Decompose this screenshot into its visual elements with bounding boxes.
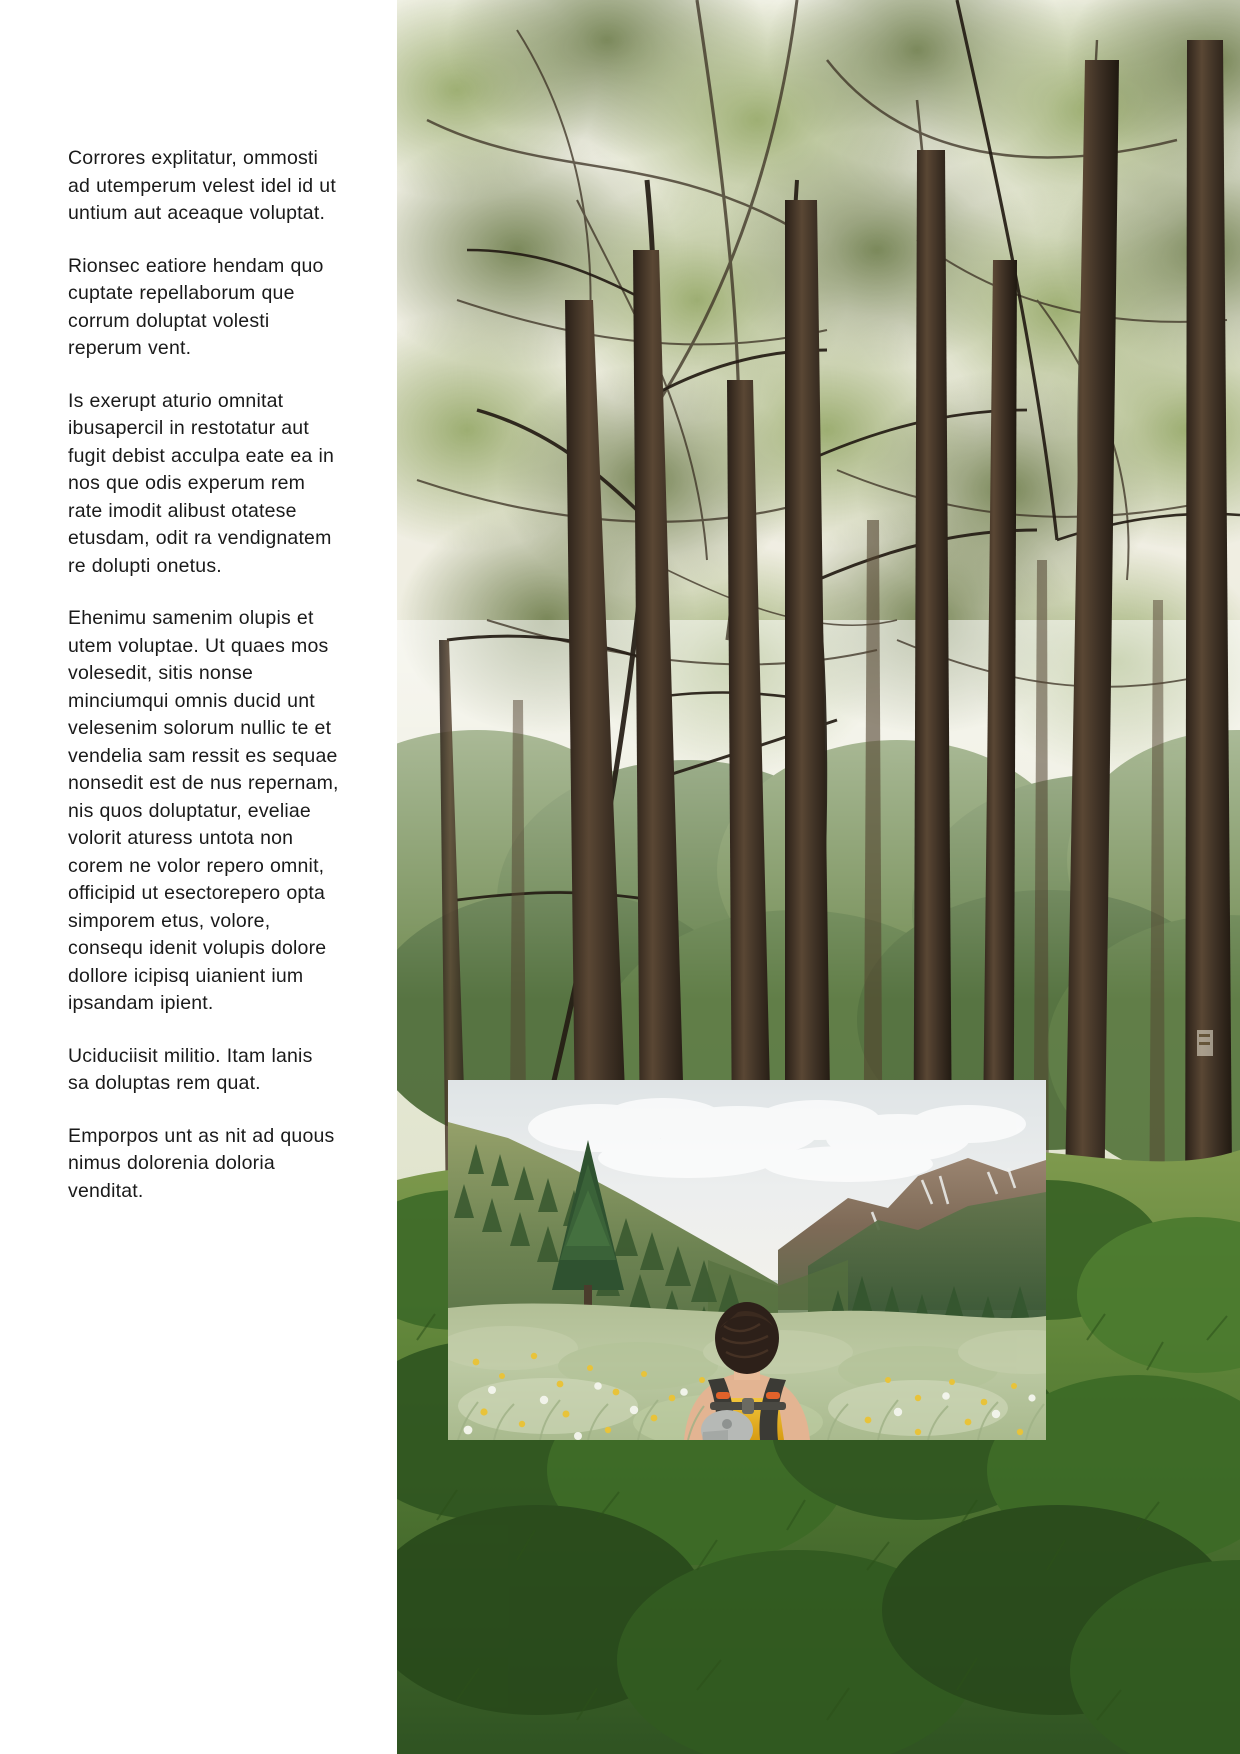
forest-pine-trees-photo	[397, 0, 1240, 1754]
body-paragraph-4: Ehenimu samenim olupis et utem voluptae. Ut quaes mos volesedit, sitis nonse minciumqui omnis ducid unt velesenim solorum nullic te et vendelia sam ressit es sequae nonsedit est de nus repernam, nis quos doluptatur, eveliae volorit aturess untota non corem ne volor repero omnit, officipid ut esectorepero opta simporem etus, volore, consequ idenit volupis dolore dollore icipisq uianient ium ipsandam ipient.	[68, 607, 339, 1014]
inset-photo-artwork	[448, 1080, 1046, 1440]
text-column	[0, 0, 397, 1754]
hiker-mountain-valley-photo	[448, 1080, 1046, 1440]
trunk-paint-mark	[1197, 1030, 1213, 1056]
body-paragraph-2: Rionsec eatiore hendam quo cuptate repellaborum que corrum doluptat volesti reperum vent.	[68, 254, 324, 359]
body-paragraph-3: Is exerupt aturio omnitat ibusapercil in restotatur aut fugit debist acculpa eate ea in nos que odis experum rem rate imodit alibust otatese etusdam, odit ra vendignatem re dolupti onetus.	[68, 389, 335, 577]
body-paragraph-5: Uciduciisit militio. Itam lanis sa doluptas rem quat.	[68, 1044, 313, 1094]
forest-photo-artwork	[397, 0, 1240, 1754]
body-paragraph-1: Corrores explitatur, ommosti ad utemperum velest idel id ut untium aut aceaque voluptat.	[68, 147, 336, 224]
body-paragraph-6: Emporpos unt as nit ad quous nimus dolorenia doloria venditat.	[68, 1124, 335, 1202]
